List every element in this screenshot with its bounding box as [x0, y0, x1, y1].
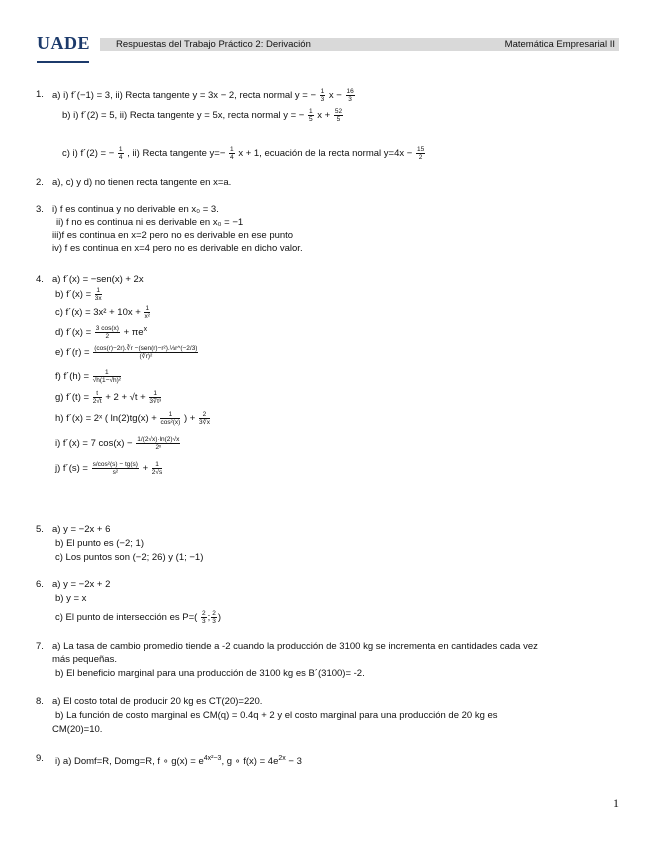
answer-number: 4. — [36, 274, 44, 285]
answer-4-h — [55, 411, 211, 426]
fraction: $\frac{t}{2√t}$ — [92, 390, 102, 405]
exponent: 2x — [278, 755, 286, 762]
answer-4-c — [55, 305, 151, 320]
fraction: $\frac{1}{5}$ — [309, 108, 313, 123]
fraction: $\frac{1}{2√s}$ — [151, 461, 163, 476]
fraction: $\frac{1/(2√x)\cdot\ln(2)√x}{\text{2ˣ}}$ — [137, 436, 180, 451]
answer-1-c — [62, 146, 426, 161]
answer-number: 6. — [36, 579, 44, 590]
fraction: $\frac{1}{4}$ — [230, 146, 234, 161]
answer-3-iv: iv) f es continua en x=4 pero no es derivable en dicho valor. — [52, 243, 303, 254]
answer-text: , ii) Recta tangente y=− — [127, 148, 226, 160]
header-bar — [100, 38, 619, 51]
answer-text: ) + — [183, 413, 196, 425]
exponent: 4x²−3 — [203, 755, 222, 762]
answer-text: i) f´(x) = 7 cos(x) − — [55, 438, 133, 450]
answer-text: h) f´(x) = 2ˣ ( ln(2)tg(x) + — [55, 413, 157, 425]
fraction: $\frac{1}{\text{3∜t³}}$ — [149, 390, 162, 405]
logo — [37, 34, 90, 70]
answer-text: f) f´(h) = — [55, 371, 90, 383]
answer-1 — [28, 88, 628, 176]
answer-text: g) f´(t) = — [55, 392, 90, 404]
answer-text: a), c) y d) no tienen recta tangente en x=a. — [52, 177, 232, 188]
answer-text: + πe — [123, 327, 144, 339]
fraction: $\frac{1}{3x}$ — [94, 287, 102, 302]
answer-number: 1. — [36, 89, 44, 100]
answer-9-i — [55, 752, 302, 768]
answer-3-iii: iii)f es continua en x=2 pero no es derivable en ese punto — [52, 230, 294, 241]
answer-7-b: b) El beneficio marginal para una producción de 3100 kg es B´(3100)= -2. — [55, 668, 365, 679]
answer-text: x + 1, ecuación de la recta normal y=4x − — [238, 148, 413, 160]
answer-7 — [28, 640, 628, 695]
answer-text: j) f´(s) = — [55, 463, 88, 475]
answer-3 — [28, 203, 628, 273]
answer-text: e) f´(r) = — [55, 347, 90, 359]
fraction: $\frac{2}{3}$ — [212, 610, 216, 625]
answer-9 — [28, 752, 628, 772]
document-title: Respuestas del Trabajo Práctico 2: Derivación — [116, 39, 311, 50]
answer-text: a) i) f´(−1) = 3, ii) Recta tangente y = 3x − 2, recta normal y = − — [52, 90, 317, 102]
answer-3-i: i) f es continua y no derivable en x₀ = 3. — [52, 204, 219, 215]
answer-7-a-cont: más pequeñas. — [52, 654, 117, 665]
fraction: $\frac{1}{4}$ — [118, 146, 123, 161]
exponent: x — [143, 326, 148, 333]
answer-4-e — [55, 345, 199, 360]
answer-number: 7. — [36, 641, 44, 652]
answer-5-b: b) El punto es (−2; 1) — [55, 538, 144, 549]
answer-text: , g ∘ f(x) = 4e — [221, 756, 279, 768]
answer-text: x + — [317, 110, 331, 122]
answer-text: + 2 + √t + — [105, 392, 146, 404]
answer-text: x − — [328, 90, 342, 102]
answer-8-b: b) La función de costo marginal es CM(q) = 0.4q + 2 y el costo marginal para una producción de 20 kg es — [55, 710, 498, 721]
answer-6-a: a) y = −2x + 2 — [52, 579, 111, 590]
fraction: $\frac{1}{3}$ — [320, 88, 325, 103]
answer-text: b) f´(x) = — [55, 289, 92, 301]
answer-number: 3. — [36, 204, 44, 215]
fraction: $\frac{1}{\text{x²}}$ — [144, 305, 150, 320]
fraction: $\frac{3 \cos(x)}{2}$ — [95, 325, 119, 341]
answer-4-d — [55, 323, 147, 340]
fraction: $\frac{16}{3}$ — [346, 88, 354, 103]
answer-text: − 3 — [288, 756, 302, 768]
answer-6-c: c) El punto de intersección es P=( $\frac{2}{3}$ ; $\frac{2}{3}$ ) — [55, 610, 222, 625]
answers — [28, 88, 628, 772]
answer-4-i — [55, 436, 181, 451]
answer-7-a: a) La tasa de cambio promedio tiende a -2 cuando la producción de 3100 kg se incrementa en cantidades cada vez — [52, 641, 538, 652]
answer-4-f — [55, 369, 122, 384]
answer-6-b: b) y = x — [55, 593, 87, 604]
fraction: $\frac{\text{(cos(r)−2r).∛r −(sen(r)−r²).⅓r\textasciicircum{}(−2/3)}}{\text{(∛r)²}}$ — [94, 345, 198, 360]
answer-3-ii: ii) f no es continua ni es derivable en x₀ = −1 — [56, 217, 244, 228]
subject-name: Matemática Empresarial II — [504, 39, 615, 50]
logo-underline — [37, 61, 89, 65]
fraction: $\frac{15}{2}$ — [416, 146, 425, 161]
answer-2 — [28, 176, 628, 203]
answer-5-a: a) y = −2x + 6 — [52, 524, 111, 535]
answer-4 — [28, 273, 628, 523]
fraction: $\frac{52}{5}$ — [334, 108, 343, 123]
answer-1-a — [52, 88, 356, 103]
answer-text: c) i) f´(2) = − — [62, 148, 115, 160]
answer-number: 9. — [36, 753, 44, 764]
answer-8-a: a) El costo total de producir 20 kg es CT(20)=220. — [52, 696, 263, 707]
fraction: $\frac{1}{\text{cos²(x)}}$ — [160, 411, 181, 426]
answer-4-j: j) f´(s) = $\frac{\text{s/cos²(s) − tg(s)}}{\text{s²}}$ + $\frac{1}{2√s}$ — [55, 461, 163, 476]
answer-number: 5. — [36, 524, 44, 535]
answer-5 — [28, 523, 628, 578]
answer-text: c) El punto de intersección es P=( — [55, 612, 198, 624]
page-number: 1 — [613, 796, 619, 810]
fraction: $\frac{2}{3}$ — [201, 610, 206, 625]
answer-1-b — [62, 108, 344, 123]
fraction: $\frac{1}{\text{√h(1−√h)²}}$ — [92, 369, 121, 384]
answer-text: i) a) Domf=R, Domg=R, f ∘ g(x) = e — [55, 756, 204, 768]
answer-text: c) f´(x) = 3x² + 10x + — [55, 307, 141, 319]
answer-8-b-cont: CM(20)=10. — [52, 724, 103, 735]
fraction: $\frac{\text{s/cos²(s) − tg(s)}}{\text{s²}}$ — [92, 461, 138, 476]
answer-4-a: a) f´(x) = −sen(x) + 2x — [52, 274, 144, 285]
answer-text: b) i) f´(2) = 5, ii) Recta tangente y = 5x, recta normal y = − — [62, 110, 305, 122]
answer-4-b — [55, 287, 103, 302]
fraction: $\frac{2}{3∛x}$ — [198, 411, 210, 426]
answer-5-c: c) Los puntos son (−2; 26) y (1; −1) — [55, 552, 204, 563]
answer-number: 2. — [36, 177, 44, 188]
answer-8 — [28, 695, 628, 752]
answer-4-g — [55, 390, 162, 405]
answer-6 — [28, 578, 628, 640]
answer-text: ) — [217, 612, 222, 624]
answer-text: d) f´(x) = — [55, 327, 92, 339]
logo-text: UADE — [37, 33, 91, 53]
answer-number: 8. — [36, 696, 44, 707]
